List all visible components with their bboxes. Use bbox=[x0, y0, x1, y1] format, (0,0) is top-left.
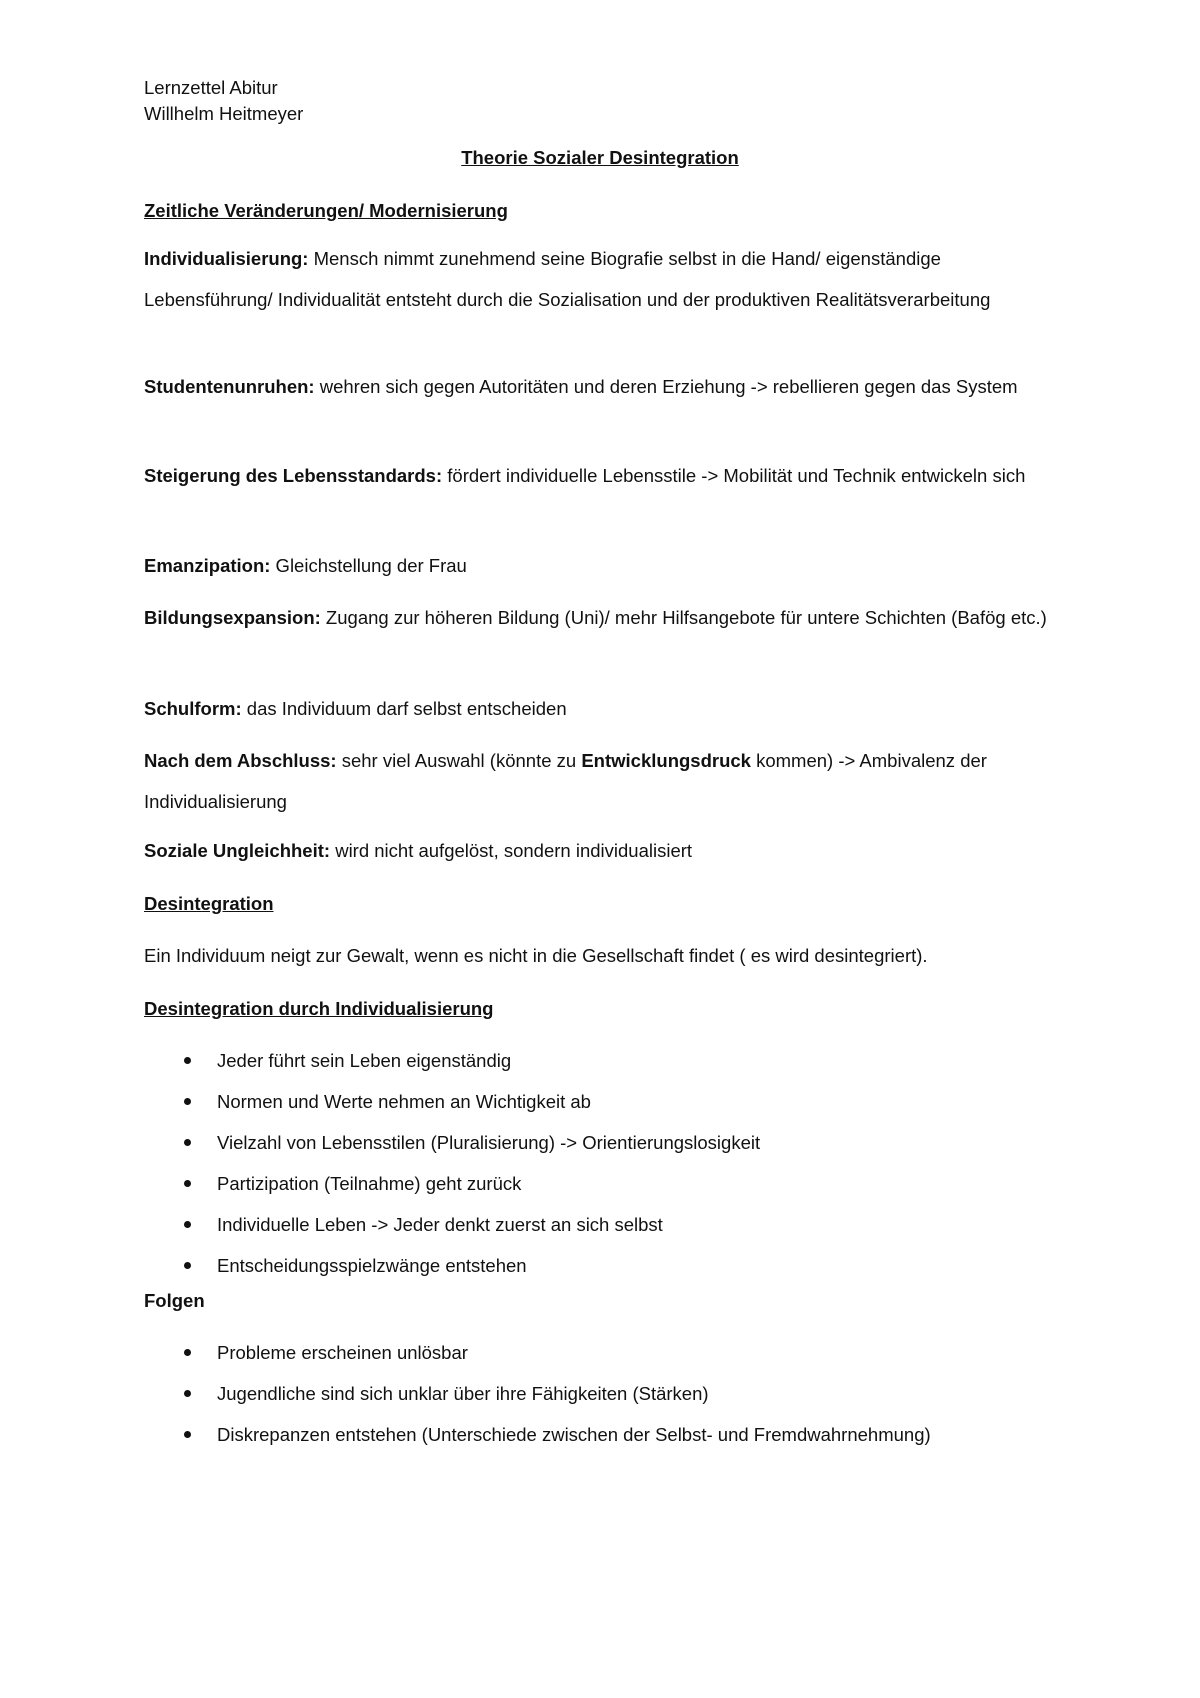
paragraph-schulform bbox=[144, 688, 1064, 729]
header-line-2: Willhelm Heitmeyer bbox=[144, 103, 304, 124]
inline-bold-term: Entwicklungsdruck bbox=[581, 750, 751, 771]
term-label: Steigerung des Lebensstandards: bbox=[144, 465, 443, 486]
section-heading-desintegration: Desintegration bbox=[144, 893, 274, 914]
paragraph-ungleichheit bbox=[144, 830, 1064, 871]
bullet-icon bbox=[184, 1057, 191, 1064]
term-label: Bildungsexpansion: bbox=[144, 607, 321, 628]
bullet-icon bbox=[184, 1262, 191, 1269]
list-item: Jugendliche sind sich unklar über ihre Fähigkeiten (Stärken) bbox=[144, 1373, 931, 1414]
term-text: wird nicht aufgelöst, sondern individualisiert bbox=[330, 840, 693, 861]
term-text: Gleichstellung der Frau bbox=[270, 555, 467, 576]
term-text: fördert individuelle Lebensstile -> Mobilität und Technik entwickeln sich bbox=[442, 465, 1026, 486]
list-item: Entscheidungsspielzwänge entstehen bbox=[144, 1245, 760, 1286]
bullet-list-individualisierung bbox=[144, 1040, 760, 1286]
term-text: das Individuum darf selbst entscheiden bbox=[241, 698, 567, 719]
paragraph-desintegration: Ein Individuum neigt zur Gewalt, wenn es nicht in die Gesellschaft findet ( es wird desintegriert). bbox=[144, 945, 928, 966]
header-line-1: Lernzettel Abitur bbox=[144, 77, 278, 98]
term-text-after: kommen) -> Ambivalenz der Individualisierung bbox=[144, 750, 987, 812]
section-heading-individualisierung: Desintegration durch Individualisierung bbox=[144, 998, 494, 1019]
list-item: Normen und Werte nehmen an Wichtigkeit ab bbox=[144, 1081, 760, 1122]
page-title: Theorie Sozialer Desintegration bbox=[461, 147, 739, 168]
list-item: Partizipation (Teilnahme) geht zurück bbox=[144, 1163, 760, 1204]
bullet-icon bbox=[184, 1221, 191, 1228]
term-label: Nach dem Abschluss: bbox=[144, 750, 337, 771]
bullet-icon bbox=[184, 1431, 191, 1438]
paragraph-lebensstandards bbox=[144, 455, 1064, 496]
term-text: Mensch nimmt zunehmend seine Biografie selbst in die Hand/ eigenständige Lebensführung/ Individualität entsteht durch die Sozialisation und der produktiven Realitätsverarbeitung bbox=[144, 248, 991, 310]
list-item: Diskrepanzen entstehen (Unterschiede zwischen der Selbst- und Fremdwahrnehmung) bbox=[144, 1414, 931, 1455]
term-label: Schulform: bbox=[144, 698, 242, 719]
list-item: Vielzahl von Lebensstilen (Pluralisierung) -> Orientierungslosigkeit bbox=[144, 1122, 760, 1163]
paragraph-emanzipation bbox=[144, 545, 1064, 586]
list-item: Jeder führt sein Leben eigenständig bbox=[144, 1040, 760, 1081]
term-label: Studentenunruhen: bbox=[144, 376, 315, 397]
term-label: Individualisierung: bbox=[144, 248, 309, 269]
term-text: wehren sich gegen Autoritäten und deren Erziehung -> rebellieren gegen das System bbox=[314, 376, 1018, 397]
paragraph-studentenunruhen bbox=[144, 366, 1064, 407]
bullet-icon bbox=[184, 1349, 191, 1356]
section-heading-modernisierung: Zeitliche Veränderungen/ Modernisierung bbox=[144, 200, 508, 221]
paragraph-bildungsexpansion bbox=[144, 597, 1064, 638]
term-text: sehr viel Auswahl (könnte zu bbox=[336, 750, 582, 771]
bullet-icon bbox=[184, 1139, 191, 1146]
bullet-icon bbox=[184, 1180, 191, 1187]
bullet-icon bbox=[184, 1098, 191, 1105]
term-label: Emanzipation: bbox=[144, 555, 271, 576]
section-heading-folgen: Folgen bbox=[144, 1290, 205, 1311]
list-item: Probleme erscheinen unlösbar bbox=[144, 1332, 931, 1373]
term-text: Zugang zur höheren Bildung (Uni)/ mehr Hilfsangebote für untere Schichten (Bafög etc.) bbox=[320, 607, 1047, 628]
paragraph-individualisierung bbox=[144, 238, 1064, 320]
bullet-icon bbox=[184, 1390, 191, 1397]
bullet-list-folgen bbox=[144, 1332, 931, 1455]
term-label: Soziale Ungleichheit: bbox=[144, 840, 331, 861]
paragraph-abschluss bbox=[144, 740, 1064, 822]
list-item: Individuelle Leben -> Jeder denkt zuerst an sich selbst bbox=[144, 1204, 760, 1245]
